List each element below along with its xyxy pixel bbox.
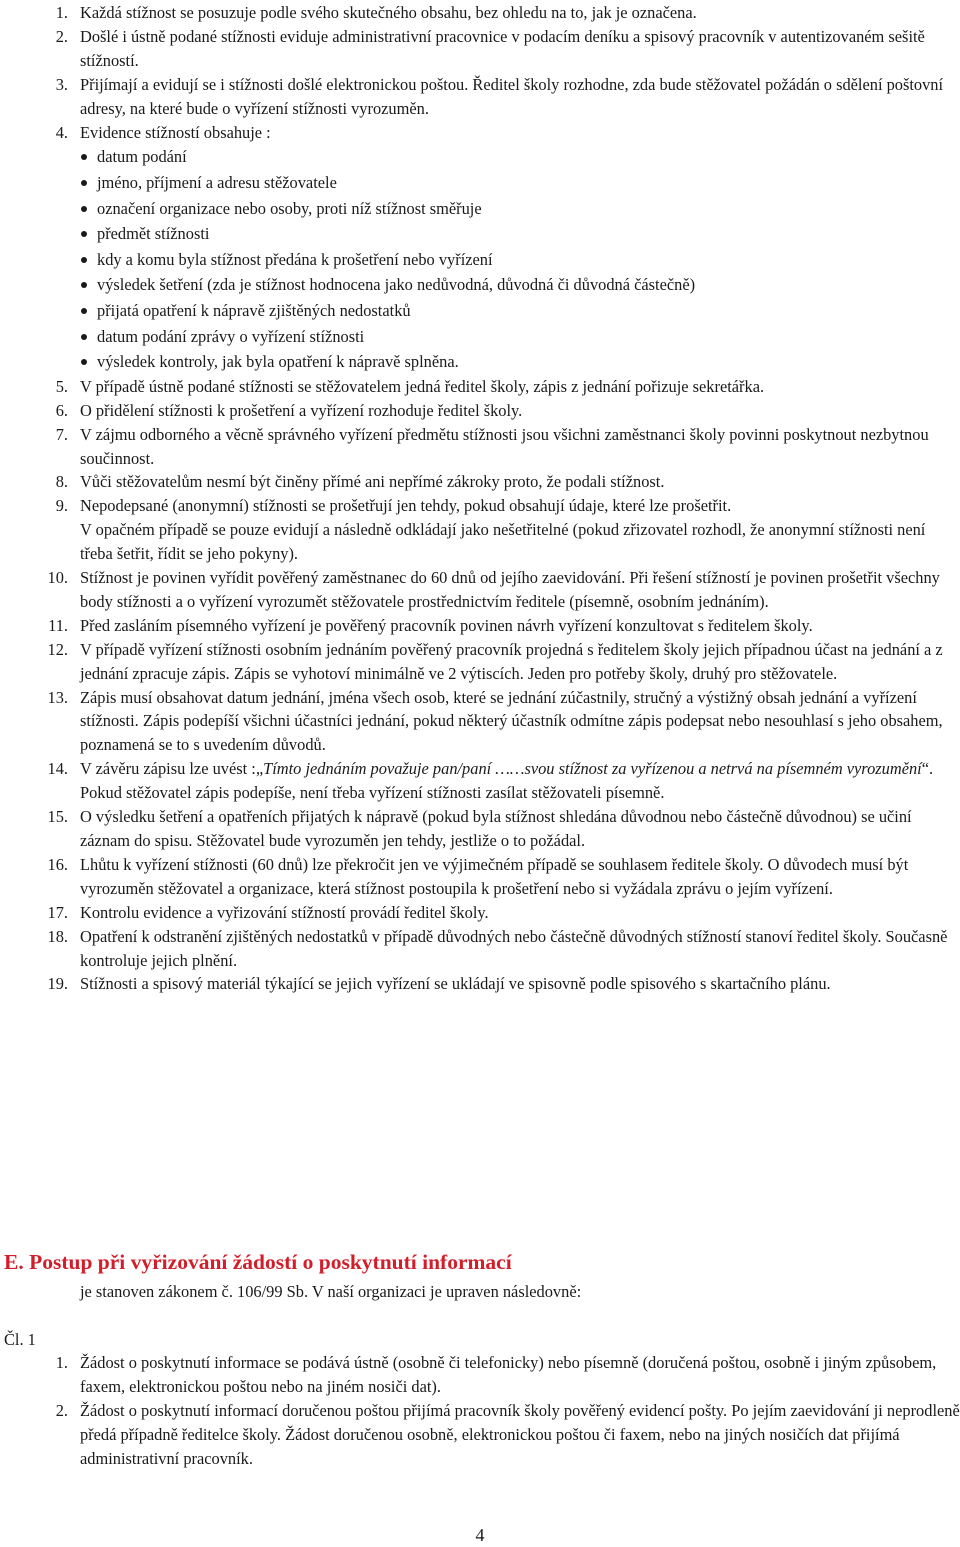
- bullet-item: přijatá opatření k nápravě zjištěných nedostatků: [80, 298, 960, 324]
- item-number: 17.: [47, 902, 68, 922]
- item-text: Došlé i ústně podané stížnosti eviduje administrativní pracovnice v podacím deníku a spisový pracovník v autentizovaném sešitě stížností.: [80, 26, 925, 70]
- item-text: Lhůtu k vyřízení stížnosti (60 dnů) lze překročit jen ve výjimečném případě se souhlasem ředitele školy. O důvodech musí být vyrozuměn stěžovatel a organizace, která stížnost postoupila k prošetření nebo si vyžádala zprávu o jejím vyřízení.: [80, 854, 909, 898]
- list-item-14: [0, 757, 960, 805]
- item-text: Každá stížnost se posuzuje podle svého skutečného obsahu, bez ohledu na to, jak je označena.: [80, 3, 697, 22]
- item-text-part: V závěru zápisu lze uvést :„: [80, 759, 264, 779]
- list-item-8: [0, 470, 960, 494]
- bullet-item: datum podání zprávy o vyřízení stížnosti: [80, 324, 960, 350]
- item-text: Zápis musí obsahovat datum jednání, jména všech osob, které se jednání zúčastnily, stručný a výstižný obsah jednání a vyřízení stížnosti. Zápis podepíší všichni účastníci jednání, pokud některý účastník odmítne zápis podepsat nebo nesouhlasí s jeho obsahem, poznamená se to s uvedením důvodů.: [80, 687, 943, 755]
- bullet-item: jméno, příjmení a adresu stěžovatele: [80, 170, 960, 196]
- item-number: 10.: [47, 568, 68, 588]
- item-number: 15.: [47, 807, 68, 827]
- list-item-4: [0, 121, 960, 375]
- item-number: 8.: [55, 472, 68, 492]
- information-request-list: [0, 1351, 960, 1471]
- bullet-item: výsledek kontroly, jak byla opatření k nápravě splněna.: [80, 349, 960, 375]
- item-text: Žádost o poskytnutí informací doručenou poštou přijímá pracovník školy pověřený evidencí pošty. Po jejím zaevidování ji neprodleně předá případně ředitelce školy. Žádost doručenou osobně, elektronickou poštou či faxem, nebo na jiných nosičích dat přijímá administrativní pracovník.: [80, 1400, 960, 1468]
- item-number: 9.: [55, 496, 68, 516]
- list-item-3: [0, 73, 960, 121]
- item-text: O výsledku šetření a opatřeních přijatých k nápravě (pokud byla stížnost shledána důvodnou nebo částečně důvodnou) se učiní záznam do spisu. Stěžovatel bude vyrozuměn jen tehdy, jestliže o to požádal.: [80, 807, 912, 850]
- item-number: 7.: [55, 424, 68, 444]
- item-number: 5.: [55, 376, 68, 396]
- item-number: 16.: [47, 854, 68, 874]
- item-text: V případě vyřízení stížnosti osobním jednáním pověřený pracovník projedná s ředitelem školy jejich případnou účast na jednání a z jednání zpracuje zápis. Zápis se vyhotoví minimálně ve 2 výtiscích. Jeden pro potřeby školy, druhý pro stěžovatele.: [80, 639, 943, 683]
- item-number: 6.: [55, 400, 68, 420]
- item-number: 11.: [48, 615, 68, 635]
- list-item-9: [0, 494, 960, 566]
- item-text: Opatření k odstranění zjištěných nedostatků v případě důvodných nebo částečně důvodných stížností stanoví ředitel školy. Současně kontroluje jejich plnění.: [80, 926, 948, 970]
- item-text: Kontrolu evidence a vyřizování stížností provádí ředitel školy.: [80, 902, 489, 922]
- item-text: Přijímají a evidují se i stížnosti došlé elektronickou poštou. Ředitel školy rozhodne, zda bude stěžovatel požádán o sdělení poštovní adresy, na které bude o vyřízení stížnosti vyrozuměn.: [80, 74, 944, 118]
- item-text: [80, 757, 960, 805]
- bullet-item: výsledek šetření (zda je stížnost hodnocena jako nedůvodná, důvodná či důvodná částečně): [80, 272, 960, 298]
- item-number: 1.: [55, 3, 68, 22]
- list-item-7: [0, 423, 960, 471]
- list-item-5: [0, 375, 960, 399]
- item-number: 4.: [55, 122, 68, 142]
- item-number: 18.: [47, 926, 68, 946]
- list-item-15: [0, 805, 960, 853]
- page-number: 4: [475, 1525, 485, 1545]
- list-item-17: [0, 901, 960, 925]
- list-item-2: [0, 25, 960, 73]
- item-text-italic: Tímto jednáním považuje pan/paní ……svou stížnost za vyřízenou a netrvá na písemném vyrozumění: [263, 759, 922, 779]
- item-number: 12.: [47, 639, 68, 659]
- list-item-6: [0, 399, 960, 423]
- list-item-19: [0, 972, 960, 996]
- item-text: Evidence stížností obsahuje :: [80, 122, 271, 142]
- item-number: 13.: [47, 687, 68, 707]
- list-item-1: [0, 1351, 960, 1399]
- list-item-10: [0, 566, 960, 614]
- item-number: 1.: [55, 1353, 68, 1372]
- item-text: V případě ústně podané stížnosti se stěžovatelem jedná ředitel školy, zápis z jednání pořizuje sekretářka.: [80, 376, 765, 396]
- item-text-continued: V opačném případě se pouze evidují a následně odkládají jako nešetřitelné (pokud zřizovatel rozhodl, že anonymní stížnosti není třeba šetřit, řídit se jeho pokyny).: [80, 520, 926, 564]
- item-text: Před zasláním písemného vyřízení je pověřený pracovník povinen návrh vyřízení konzultovat s ředitelem školy.: [80, 615, 813, 635]
- complaints-procedure-list: [0, 1, 960, 996]
- item-text: O přidělení stížnosti k prošetření a vyřízení rozhoduje ředitel školy.: [80, 400, 523, 420]
- item-text: Stížnost je povinen vyřídit pověřený zaměstnanec do 60 dnů od jejího zaevidování. Při řešení stížností je povinen prošetřit všechny body stížnosti a o vyřízení vyrozumět stěžovatele prostřednictvím ředitele (písemně, osobním jednáním).: [80, 568, 940, 611]
- list-item-11: [0, 614, 960, 638]
- bullet-item: kdy a komu byla stížnost předána k prošetření nebo vyřízení: [80, 247, 960, 273]
- item-text: V zájmu odborného a věcně správného vyřízení předmětu stížnosti jsou všichni zaměstnanci školy povinni poskytnout nezbytnou součinnost.: [80, 424, 929, 468]
- article-label: Čl. 1: [4, 1330, 36, 1349]
- section-intro: je stanoven zákonem č. 106/99 Sb. V naší organizaci je upraven následovně:: [80, 1282, 582, 1301]
- list-item-2: [0, 1399, 960, 1471]
- item-number: 19.: [47, 974, 68, 994]
- list-item-16: [0, 853, 960, 901]
- item-number: 3.: [55, 74, 68, 94]
- bullet-item: označení organizace nebo osoby, proti níž stížnost směřuje: [80, 196, 960, 222]
- bullet-item: datum podání: [80, 144, 960, 170]
- item-number: 14.: [47, 759, 68, 779]
- item-text-part: “. Pokud stěžovatel zápis podepíše, není třeba vyřízení stížnosti zasílat stěžovateli písemně.: [80, 759, 934, 803]
- item-number: 2.: [55, 1400, 68, 1420]
- section-heading: E. Postup při vyřizování žádostí o poskytnutí informací: [4, 1250, 512, 1274]
- item-number: 2.: [55, 26, 68, 46]
- item-text: Nepodepsané (anonymní) stížnosti se prošetřují jen tehdy, pokud obsahují údaje, které lze prošetřit.: [80, 496, 732, 516]
- list-item-13: [0, 686, 960, 758]
- item-text: Vůči stěžovatelům nesmí být činěny přímé ani nepřímé zákroky proto, že podali stížnost.: [80, 472, 665, 492]
- evidence-bullet-list: [80, 144, 960, 374]
- list-item-12: [0, 638, 960, 686]
- item-text: Stížnosti a spisový materiál týkající se jejich vyřízení se ukládají ve spisovně podle spisového s skartačního plánu.: [80, 974, 831, 994]
- bullet-item: předmět stížnosti: [80, 221, 960, 247]
- list-item-18: [0, 925, 960, 973]
- item-text: Žádost o poskytnutí informace se podává ústně (osobně či telefonicky) nebo písemně (doručená poštou, osobně i jiným způsobem, faxem, elektronickou poštou nebo na jiném nosiči dat).: [80, 1353, 937, 1396]
- list-item-1: [0, 1, 960, 25]
